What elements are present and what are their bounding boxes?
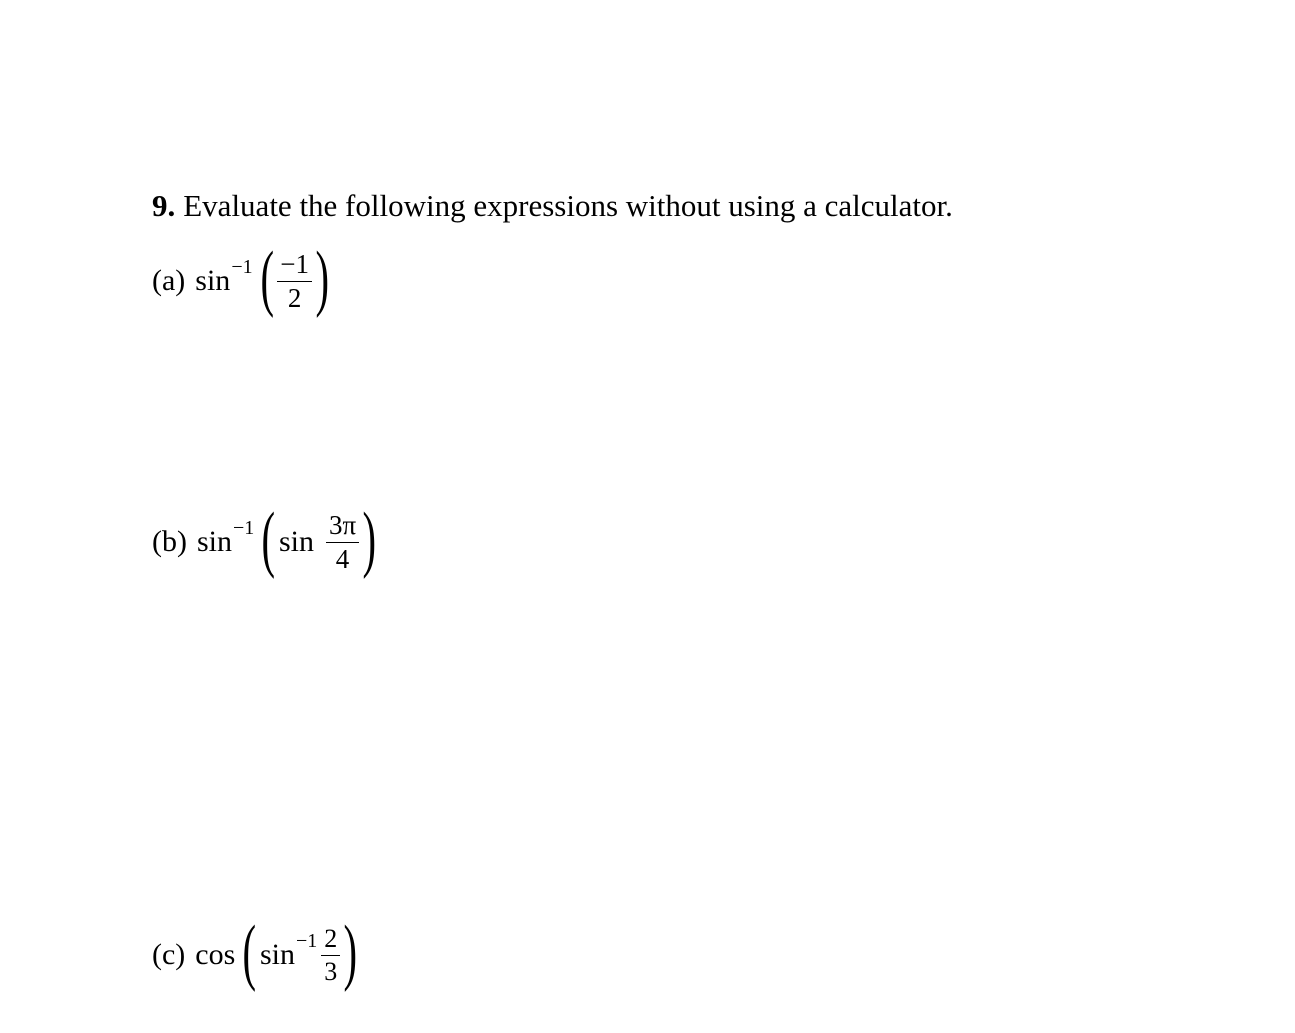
part-c-open-paren: (: [242, 911, 257, 993]
part-a-open-paren: (: [260, 237, 274, 319]
part-c-numerator: 2: [321, 925, 340, 955]
part-a-exponent: −1: [231, 255, 253, 278]
problem-number: 9.: [152, 188, 176, 223]
problem-heading: [152, 188, 953, 224]
part-c-denominator: 3: [324, 956, 338, 986]
part-c-function: cos: [195, 938, 236, 971]
part-a-function: sin: [195, 264, 231, 297]
part-b-label: (b): [152, 525, 187, 558]
part-b-expression: [152, 497, 376, 587]
part-a-close-paren: ): [315, 237, 330, 319]
part-c-inner-exponent: −1: [295, 929, 318, 952]
part-a-expression: [152, 236, 329, 326]
part-a-numerator: −1: [277, 250, 312, 281]
part-b-numerator: 3π: [326, 511, 359, 542]
part-c-fraction: [321, 925, 340, 985]
part-b-function: sin: [196, 525, 232, 558]
part-b-fraction: [326, 511, 359, 573]
part-b-open-paren: (: [261, 498, 276, 580]
part-b-inner-function: sin: [278, 525, 314, 558]
part-b-close-paren: ): [362, 498, 377, 580]
part-c-expression: [152, 910, 357, 1000]
part-c-close-paren: ): [343, 911, 358, 993]
problem-instruction: Evaluate the following expressions without using a calculator.: [183, 188, 953, 223]
part-c-inner-function: sin: [259, 938, 295, 971]
part-c-label: (c): [152, 938, 186, 971]
part-a-fraction: [277, 250, 312, 312]
part-b-denominator: 4: [335, 543, 350, 574]
part-a-label: (a): [152, 264, 186, 297]
part-b-exponent: −1: [233, 516, 255, 539]
part-a-denominator: 2: [287, 282, 302, 313]
